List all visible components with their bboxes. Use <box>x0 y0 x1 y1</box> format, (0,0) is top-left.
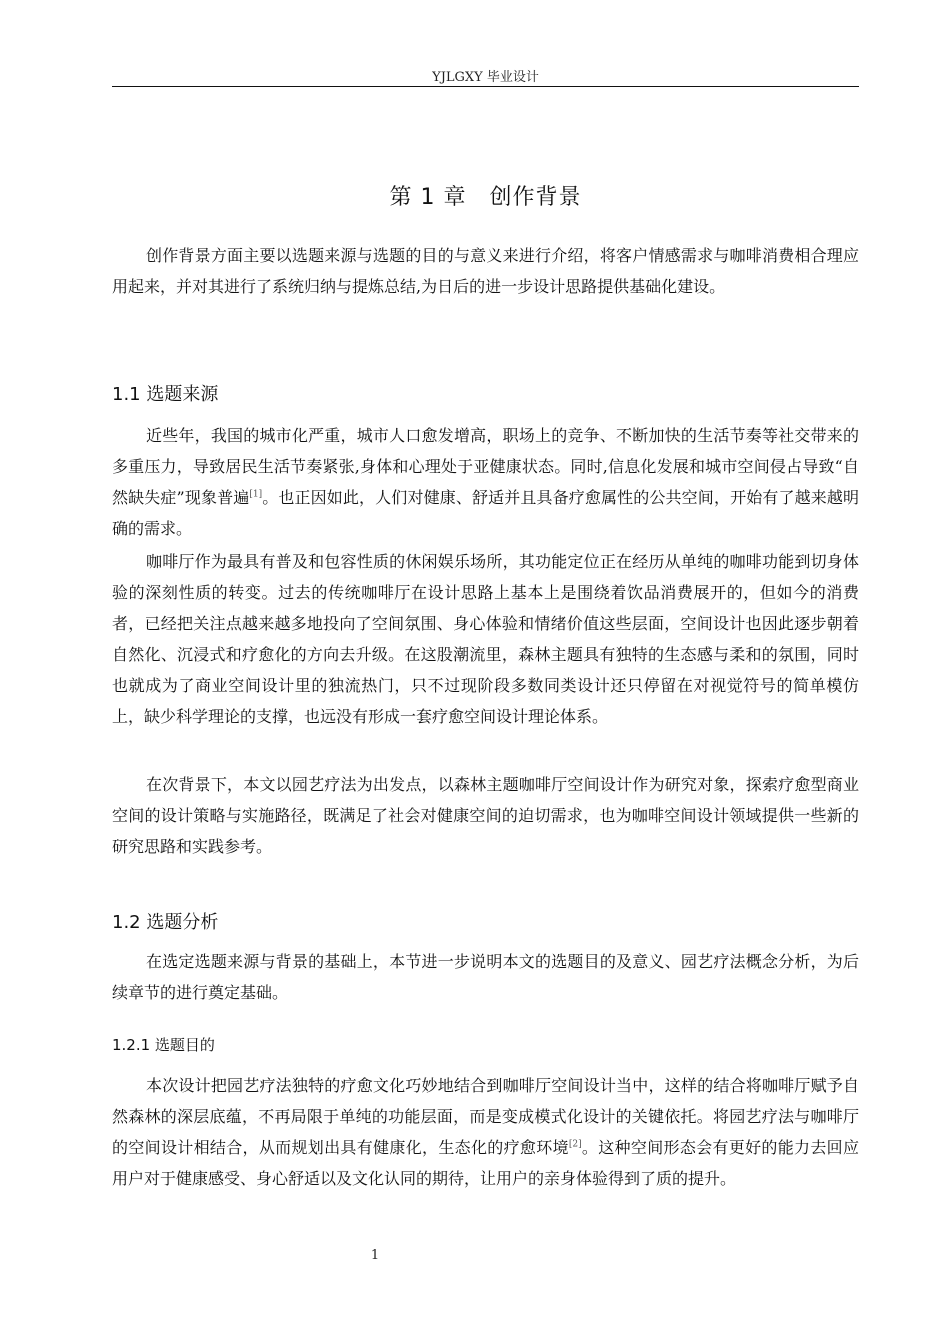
intro-paragraph: 创作背景方面主要以选题来源与选题的目的与意义来进行介绍，将客户情感需求与咖啡消费相合理应用起来，并对其进行了系统归纳与提炼总结,为日后的进一步设计思路提供基础化建设。 <box>112 246 859 296</box>
paragraph-text: 近些年，我国的城市化严重，城市人口愈发增高，职场上的竞争、不断加快的生活节奏等社交带来的多重压力，导致居民生活节奏紧张,身体和心理处于亚健康状态。同时,信息化发展和城市空间侵占导致“自然缺失症”现象普遍 <box>112 426 859 507</box>
page-number: 1 <box>370 1248 380 1263</box>
section-heading-1-2: 1.2 选题分析 <box>112 912 219 933</box>
paragraph-1-2-1: 在选定选题来源与背景的基础上，本节进一步说明本文的选题目的及意义、园艺疗法概念分析，为后续章节的进行奠定基础。 <box>112 952 859 1002</box>
paragraph-text: 本次设计把园艺疗法独特的疗愈文化巧妙地结合到咖啡厅空间设计当中，这样的结合将咖啡厅赋予自然森林的深层底蕴，不再局限于单纯的功能层面，而是变成模式化设计的关键依托。将园艺疗法与咖啡厅的空间设计相结合，从而规划出具有健康化，生态化的疗愈环境 <box>112 1076 859 1157</box>
paragraph-1-2-1-1 <box>112 1070 859 1194</box>
paragraph-text: 。这种空间形态会有更好的能力去回应用户对于健康感受、身心舒适以及文化认同的期待，让用户的亲身体验得到了质的提升。 <box>112 1138 859 1188</box>
paragraph-1-1-3: 在次背景下，本文以园艺疗法为出发点，以森林主题咖啡厅空间设计作为研究对象，探索疗愈型商业空间的设计策略与实施路径，既满足了社会对健康空间的迫切需求，也为咖啡空间设计领域提供一些新的研究思路和实践参考。 <box>112 775 859 856</box>
page-header: YJLGXY 毕业设计 <box>432 70 539 85</box>
paragraph-1-1-1 <box>112 420 859 544</box>
section-heading-1-1: 1.1 选题来源 <box>112 384 219 405</box>
citation-ref-1[interactable]: [1] <box>249 489 263 500</box>
citation-ref-2[interactable]: [2] <box>568 1139 582 1150</box>
section-heading-1-2-1: 1.2.1 选题目的 <box>112 1036 215 1054</box>
paragraph-text: 。也正因如此，人们对健康、舒适并且具备疗愈属性的公共空间，开始有了越来越明确的需求。 <box>112 488 859 538</box>
paragraph-1-1-2: 咖啡厅作为最具有普及和包容性质的休闲娱乐场所，其功能定位正在经历从单纯的咖啡功能到切身体验的深刻性质的转变。过去的传统咖啡厅在设计思路上基本上是围绕着饮品消费展开的，但如今的消费者，已经把关注点越来越多地投向了空间氛围、身心体验和情绪价值这些层面，空间设计也因此逐步朝着自然化、沉浸式和疗愈化的方向去升级。在这股潮流里，森林主题具有独特的生态感与柔和的氛围，同时也就成为了商业空间设计里的独流热门，只不过现阶段多数同类设计还只停留在对视觉符号的简单模仿上，缺少科学理论的支撑，也远没有形成一套疗愈空间设计理论体系。 <box>112 552 859 726</box>
chapter-title: 第 1 章 创作背景 <box>389 185 582 210</box>
header-rule <box>112 86 859 87</box>
